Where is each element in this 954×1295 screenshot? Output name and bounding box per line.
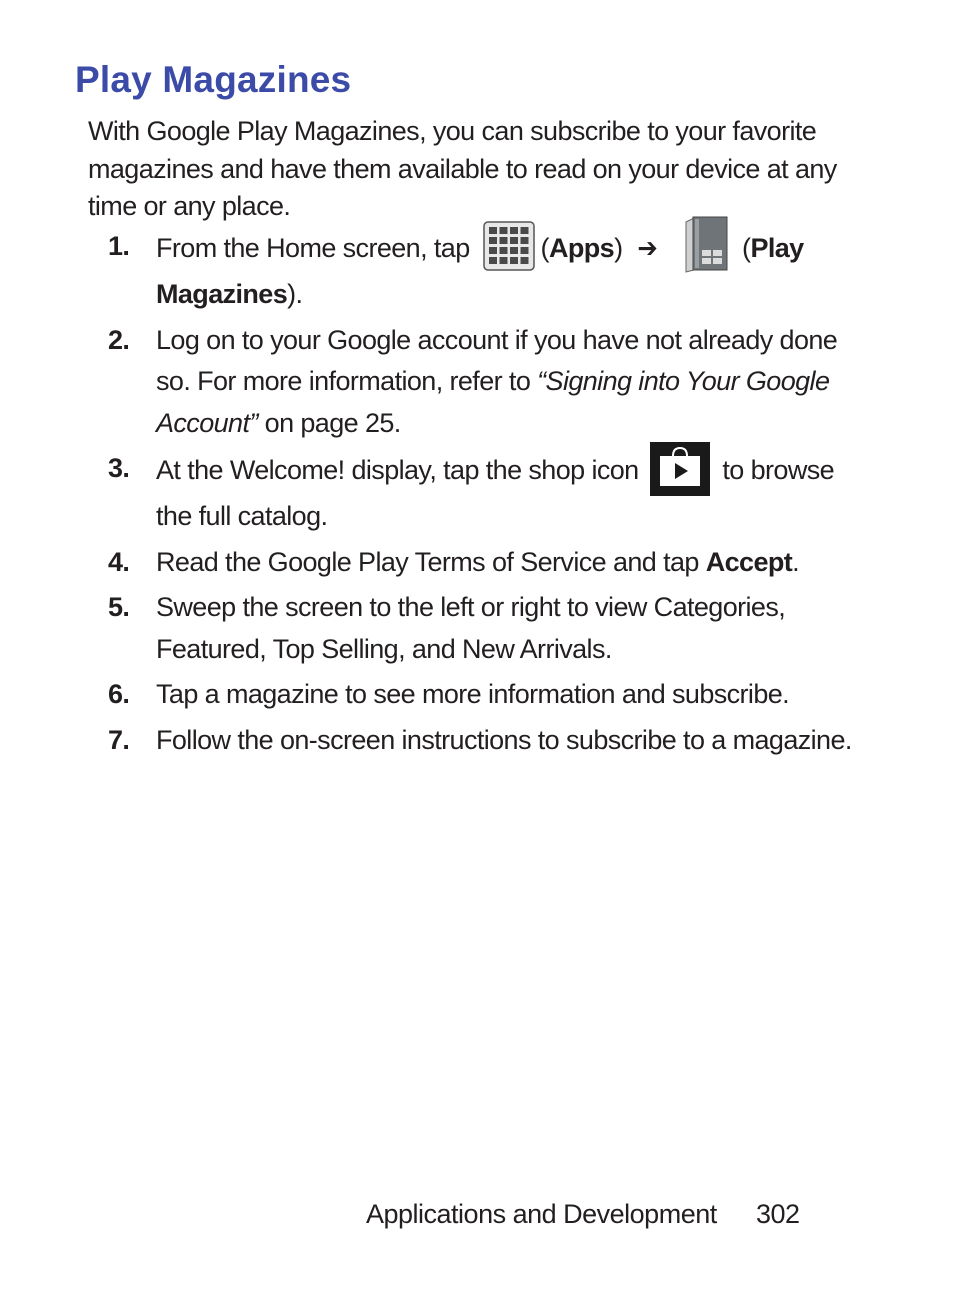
step-7: [108, 720, 868, 762]
step-6: [108, 674, 868, 716]
step-3: [108, 448, 868, 538]
step-text: From the Home screen, tap: [156, 233, 470, 264]
shop-bag-icon: [650, 442, 710, 496]
steps-list: [108, 226, 868, 765]
paren-close: ): [614, 233, 623, 264]
step-text: Tap a magazine to see more information and subscribe.: [156, 679, 790, 709]
page-number: 302: [756, 1199, 800, 1229]
paren-open: (: [742, 233, 751, 264]
step-text: Read the Google Play Terms of Service and tap: [156, 546, 706, 577]
step-text: Log on to your Google account if you have not already done so. For more information, refer to: [156, 324, 838, 396]
step-number: 2.: [108, 324, 130, 355]
paren-open: (: [540, 233, 549, 264]
step-text: At the Welcome! display, tap the shop icon: [156, 455, 639, 486]
step-number: 3.: [108, 453, 130, 483]
step-text-after: on page 25.: [257, 407, 401, 438]
step-5: [108, 587, 868, 670]
apps-grid-icon: [483, 221, 535, 271]
step-2: [108, 320, 868, 445]
footer-section-title: Applications and Development: [366, 1199, 717, 1229]
page-title: Play Magazines: [75, 59, 352, 100]
intro-paragraph: With Google Play Magazines, you can subscribe to your favorite magazines and have them available to read on your device at any time or any place.: [88, 116, 837, 221]
page-footer: [366, 1196, 800, 1232]
paren-close: ).: [287, 279, 303, 309]
apps-label: Apps: [548, 233, 615, 264]
step-text: Sweep the screen to the left or right to view Categories, Featured, Top Selling, and New Arrivals.: [156, 592, 786, 664]
step-1: [108, 226, 868, 316]
cross-reference: “Signing into Your Google Account”: [156, 366, 830, 438]
step-number: 5.: [108, 592, 130, 622]
step-text-after: .: [792, 546, 800, 577]
step-4: [108, 542, 868, 584]
step-number: 6.: [108, 679, 130, 709]
step-text-after: to browse the full catalog.: [156, 455, 835, 531]
arrow-right-icon: ➔: [637, 233, 658, 264]
accept-label: Accept: [705, 546, 793, 577]
play-magazines-icon: [680, 214, 732, 274]
step-number: 1.: [108, 231, 130, 261]
step-number: 4.: [108, 546, 130, 577]
step-text: Follow the on-screen instructions to subscribe to a magazine.: [156, 724, 852, 755]
play-magazines-label: Play Magazines: [156, 233, 804, 309]
step-number: 7.: [108, 724, 130, 755]
